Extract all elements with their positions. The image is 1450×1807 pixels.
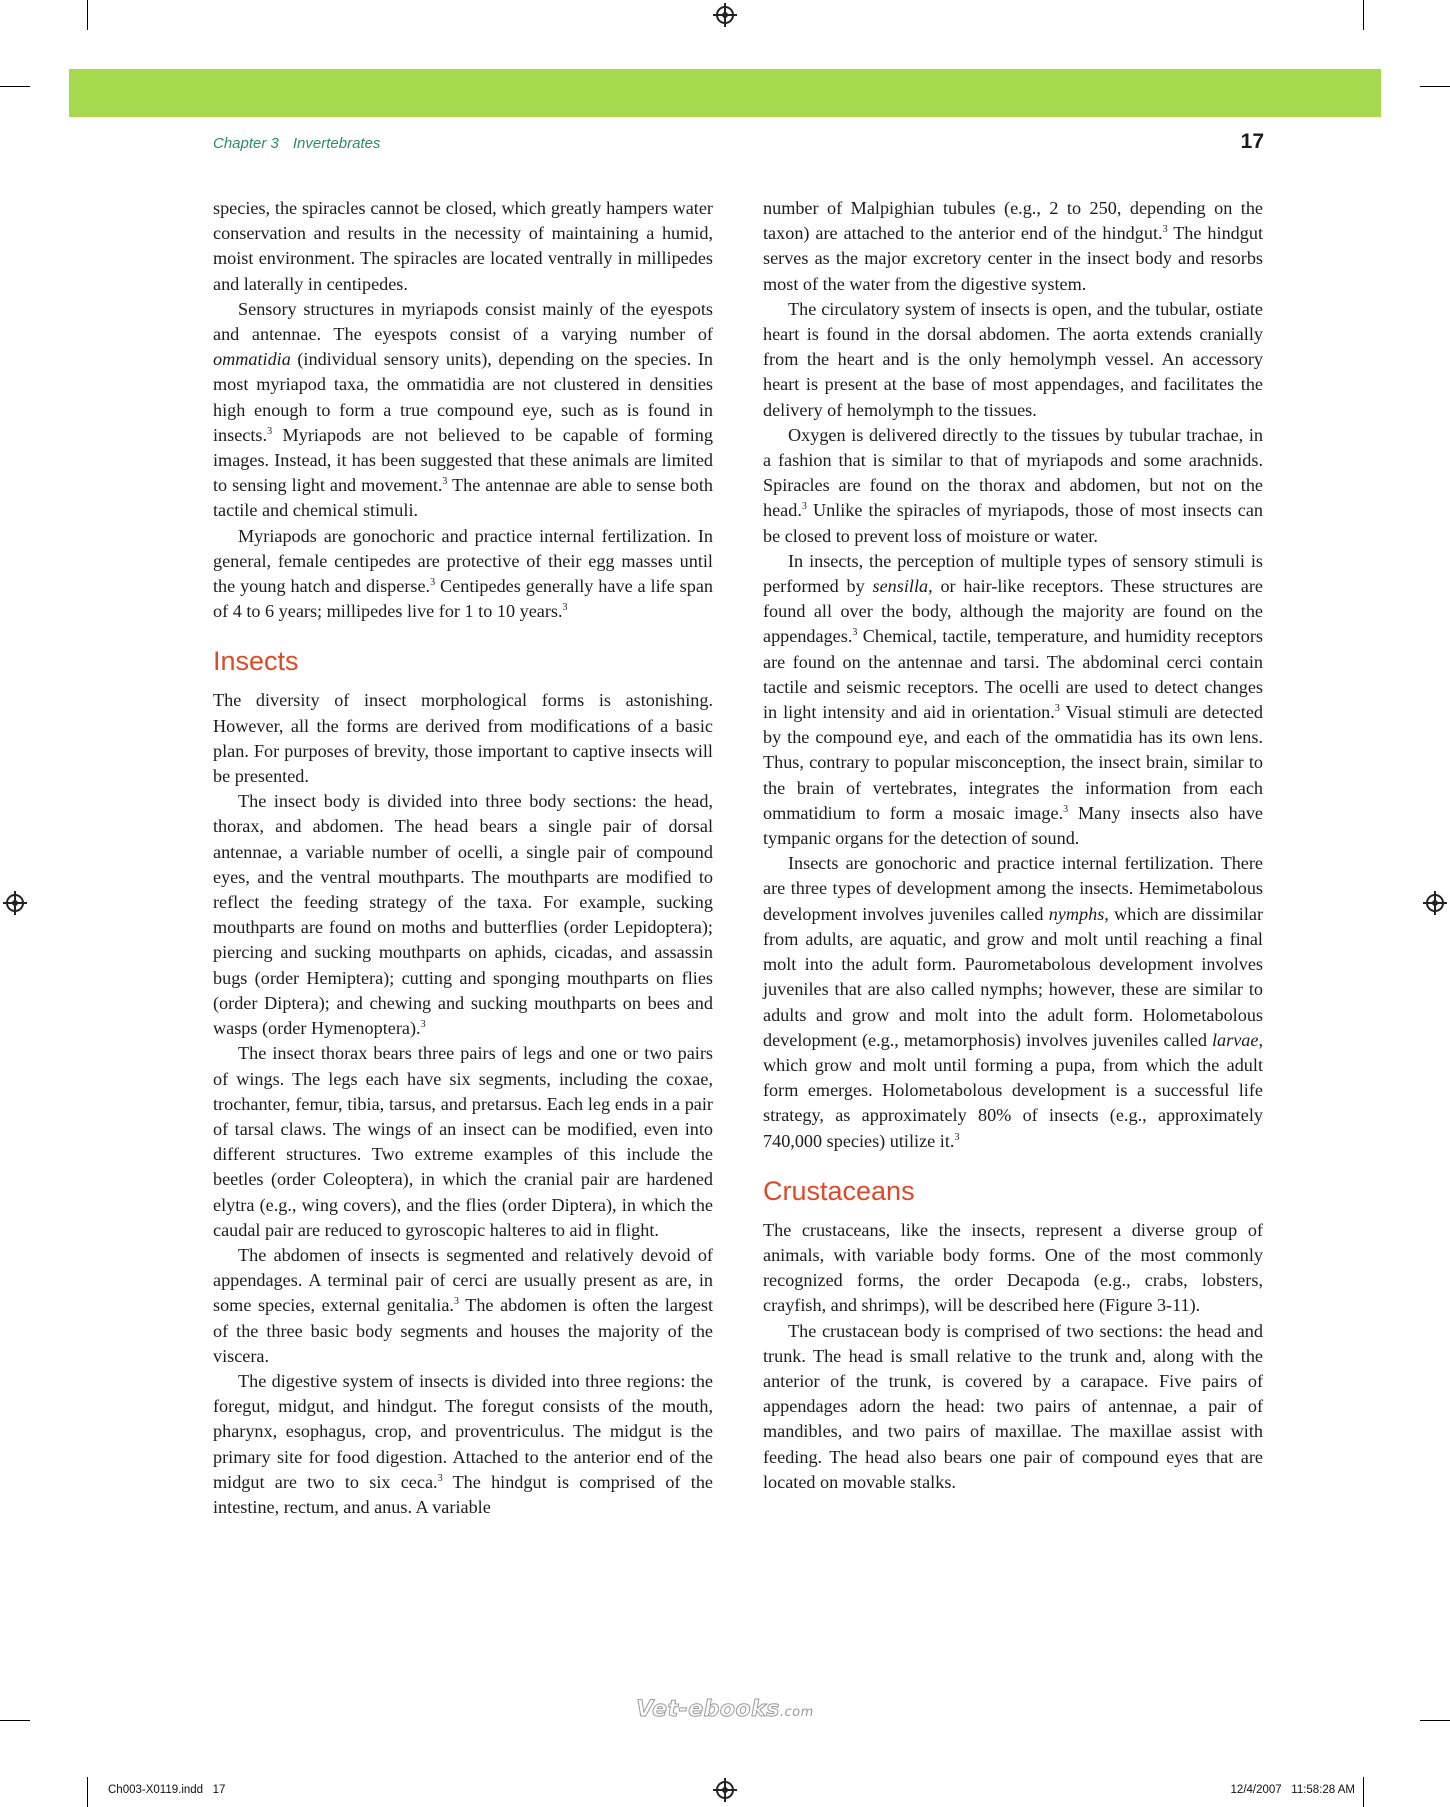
paragraph — [213, 1041, 713, 1243]
text-run: In insects, the perception of multiple types of sensory stimuli is performed by — [763, 550, 1263, 597]
left-column — [213, 196, 713, 1520]
term-nymphs: nymphs, — [1048, 903, 1109, 924]
right-column — [763, 196, 1263, 1495]
text-run: The digestive system of insects is divided into three regions: the foregut, midgut, and hindgut. The foregut consists of the mouth, pharynx, esophagus, crop, and proventriculus. The midgut is the primary site for food digestion. Attached to the anterior end of the midgut are two to six ceca. — [213, 1370, 713, 1492]
page-number: 17 — [1240, 130, 1264, 153]
text-run: species, the spiracles cannot be closed, which greatly hampers water conservation and results in the necessity of maintaining a humid, moist environment. The spiracles are located ventrally in millipedes and laterally in centipedes. — [213, 198, 713, 294]
crop-mark — [87, 1777, 88, 1807]
section-heading-crustaceans: Crustaceans — [763, 1175, 915, 1206]
text-run: The diversity of insect morphological forms is astonishing. However, all the forms are derived from modifications of a basic plan. For purposes of brevity, those important to captive insects will be presented. — [213, 690, 713, 787]
registration-mark-icon — [716, 6, 734, 24]
citation: 3 — [801, 501, 807, 513]
registration-mark-icon — [716, 1781, 734, 1799]
text-run: Myriapods are not believed to be capable of forming images. Instead, it has been suggested that these animals are limited to sensing light and movement. — [213, 424, 713, 496]
citation: 3 — [420, 1019, 426, 1031]
paragraph — [763, 1319, 1263, 1495]
running-head — [213, 135, 380, 152]
registration-mark-icon — [6, 894, 24, 912]
text-run: which are dissimilar from adults, are aquatic, and grow and molt until reaching a final molt into the adult form. Paurometabolous development involves juveniles that are also called nymphs; however, these are similar to adults and grow and molt into the adult form. Holometabolous development (e.g., metamorphosis) involves juveniles called — [763, 903, 1263, 1050]
registration-mark-icon — [1426, 894, 1444, 912]
section-heading-insects: Insects — [213, 646, 299, 677]
text-run: Unlike the spiracles of myriapods, those of most insects can be closed to prevent loss of moisture or water. — [763, 500, 1263, 546]
term-sensilla: sensilla, — [872, 576, 933, 597]
crop-mark — [1420, 1720, 1450, 1721]
citation: 3 — [954, 1131, 960, 1143]
crop-mark — [1363, 0, 1364, 30]
text-run: Many insects also have tympanic organs for the detection of sound. — [763, 802, 1264, 849]
paragraph — [763, 851, 1263, 1153]
paragraph — [763, 423, 1263, 549]
text-run: The insect thorax bears three pairs of legs and one or two pairs of wings. The legs each have six segments, including the coxae, trochanter, femur, tibia, tarsus, and pretarsus. Each leg ends in a pair of tarsal claws. The wings of an insect can be modified, even into different structures. Two extreme examples of this include the beetles (order Coleoptera), in which the cranial pair are hardened elytra (e.g., wing covers), and the flies (order Diptera), in which the caudal pair are reduced to gyroscopic halteres to aid in flight. — [213, 1043, 713, 1240]
text-run: The insect body is divided into three body sections: the head, thorax, and abdomen. The head bears a single pair of dorsal antennae, a variable number of ocelli, a single pair of compound eyes, and the ventral mouthparts. The mouthparts are modified to reflect the feeding strategy of the taxa. For example, sucking mouthparts are found on moths and butterflies (order Lepidoptera); piercing and sucking mouthparts on aphids, cicadas, and assassin bugs (order Hemiptera); cutting and sponging mouthparts on flies (order Diptera); and chewing and sucking mouthparts on bees and wasps (order Hymenoptera). — [213, 791, 713, 1039]
text-run: The hindgut is comprised of the intestine, rectum, and anus. A variable — [213, 1471, 713, 1517]
text-run: The crustaceans, like the insects, represent a diverse group of animals, with variable body forms. One of the most commonly recognized forms, the order Decapoda (e.g., crabs, lobsters, crayfish, and shrimps), will be described here (Figure 3-11). — [763, 1219, 1263, 1316]
crop-mark — [1363, 1777, 1364, 1807]
citation: 3 — [1054, 703, 1060, 714]
text-run: Sensory structures in myriapods consist mainly of the eyespots and antennae. The eyespots consist of a varying number of — [213, 298, 713, 345]
paragraph — [213, 1243, 713, 1369]
citation: 3 — [852, 627, 858, 639]
text-run: The hindgut serves as the major excretory center in the insect body and resorbs most of the water from the digestive system. — [763, 223, 1264, 294]
text-run: The abdomen is often the largest of the three basic body segments and houses the majority of the viscera. — [213, 1295, 713, 1366]
crop-mark — [0, 1720, 30, 1721]
text-run: Chemical, tactile, temperature, and humidity receptors are found on the antennae and tarsi. The abdominal cerci contain tactile and seismic receptors. The ocelli are used to detect changes in light intensity and aid in orientation. — [763, 626, 1263, 723]
paragraph — [763, 196, 1263, 297]
text-run: Visual stimuli are detected by the compound eye, and each of the ommatidia has its own lens. Thus, contrary to popular misconception, the insect brain, similar to the brain of vertebrates, integrates the information from each ommatidium to form a mosaic image. — [763, 702, 1263, 823]
paragraph — [213, 789, 713, 1041]
citation: 3 — [562, 602, 568, 614]
text-run: which grow and molt until forming a pupa, from which the adult form emerges. Holometabolous development is a successful life strategy, as approximately 80% of insects (e.g., approximately 740,000 species) utilize it. — [763, 1054, 1263, 1151]
text-run: The circulatory system of insects is open, and the tubular, ostiate heart is found in the dorsal abdomen. The aorta extends cranially from the heart and is the only hemolymph vessel. An accessory heart is present at the base of most appendages, and facilitates the delivery of hemolymph to the tissues. — [763, 298, 1263, 420]
paragraph — [213, 524, 713, 625]
paragraph — [763, 297, 1263, 423]
citation: 3 — [437, 1472, 443, 1484]
citation: 3 — [453, 1296, 459, 1308]
citation: 3 — [442, 476, 448, 488]
footer-logo: Vet-ebooks.com — [636, 1697, 814, 1722]
term-larvae: larvae, — [1211, 1029, 1263, 1050]
paragraph — [763, 1218, 1263, 1319]
header-band — [69, 69, 1381, 117]
file-slug: Ch003-X0119.indd 17 — [108, 1784, 226, 1796]
term-ommatidia: ommatidia — [213, 349, 291, 370]
text-run: The antennae are able to sense both tactile and chemical stimuli. — [213, 475, 713, 521]
crop-mark — [1420, 86, 1450, 87]
text-run: Centipedes generally have a life span of 4 to 6 years; millipedes live for 1 to 10 years. — [213, 576, 713, 622]
text-run: The abdomen of insects is segmented and relatively devoid of appendages. A terminal pair of cerci are usually present as are, in some species, external genitalia. — [213, 1244, 713, 1316]
text-run: or hair-like receptors. These structures are found all over the body, although the majority are found on the appendages. — [763, 576, 1264, 647]
paragraph — [213, 1369, 713, 1520]
crop-mark — [0, 86, 30, 87]
chapter-title: Invertebrates — [292, 135, 381, 152]
paragraph — [213, 688, 713, 789]
paragraph — [763, 549, 1263, 851]
text-run: Insects are gonochoric and practice internal fertilization. There are three types of development among the insects. Hemimetabolous development involves juveniles called — [763, 853, 1263, 924]
citation: 3 — [267, 425, 273, 437]
text-run: The crustacean body is comprised of two sections: the head and trunk. The head is small relative to the trunk and, along with the anterior of the trunk, is covered by a carapace. Five pairs of appendages adorn the head: two pairs of antennae, a pair of mandibles, and two pairs of maxillae. The maxillae assist with feeding. The head also bears one pair of compound eyes that are located on movable stalks. — [763, 1320, 1263, 1492]
date-slug: 12/4/2007 11:58:28 AM — [1230, 1784, 1355, 1796]
citation: 3 — [1063, 803, 1069, 815]
citation: 3 — [430, 576, 436, 588]
citation: 3 — [1162, 224, 1168, 236]
paragraph — [213, 196, 713, 297]
crop-mark — [87, 0, 88, 30]
text-run: (individual sensory units), depending on the species. In most myriapod taxa, the ommatidia are not clustered in densities high enough to form a true compound eye, such as is found in insects. — [213, 349, 713, 445]
text-run: Oxygen is delivered directly to the tissues by tubular trachae, in a fashion that is similar to that of myriapods and some arachnids. Spiracles are found on the thorax and abdomen, but not on the head. — [763, 424, 1263, 521]
text-run: Myriapods are gonochoric and practice internal fertilization. In general, female centipedes are protective of their egg masses until the young hatch and disperse. — [213, 525, 713, 597]
paragraph — [213, 297, 713, 524]
chapter-label: Chapter 3 — [213, 135, 279, 152]
text-run: number of Malpighian tubules (e.g., 2 to 250, depending on the taxon) are attached to the anterior end of the hindgut. — [763, 198, 1263, 244]
